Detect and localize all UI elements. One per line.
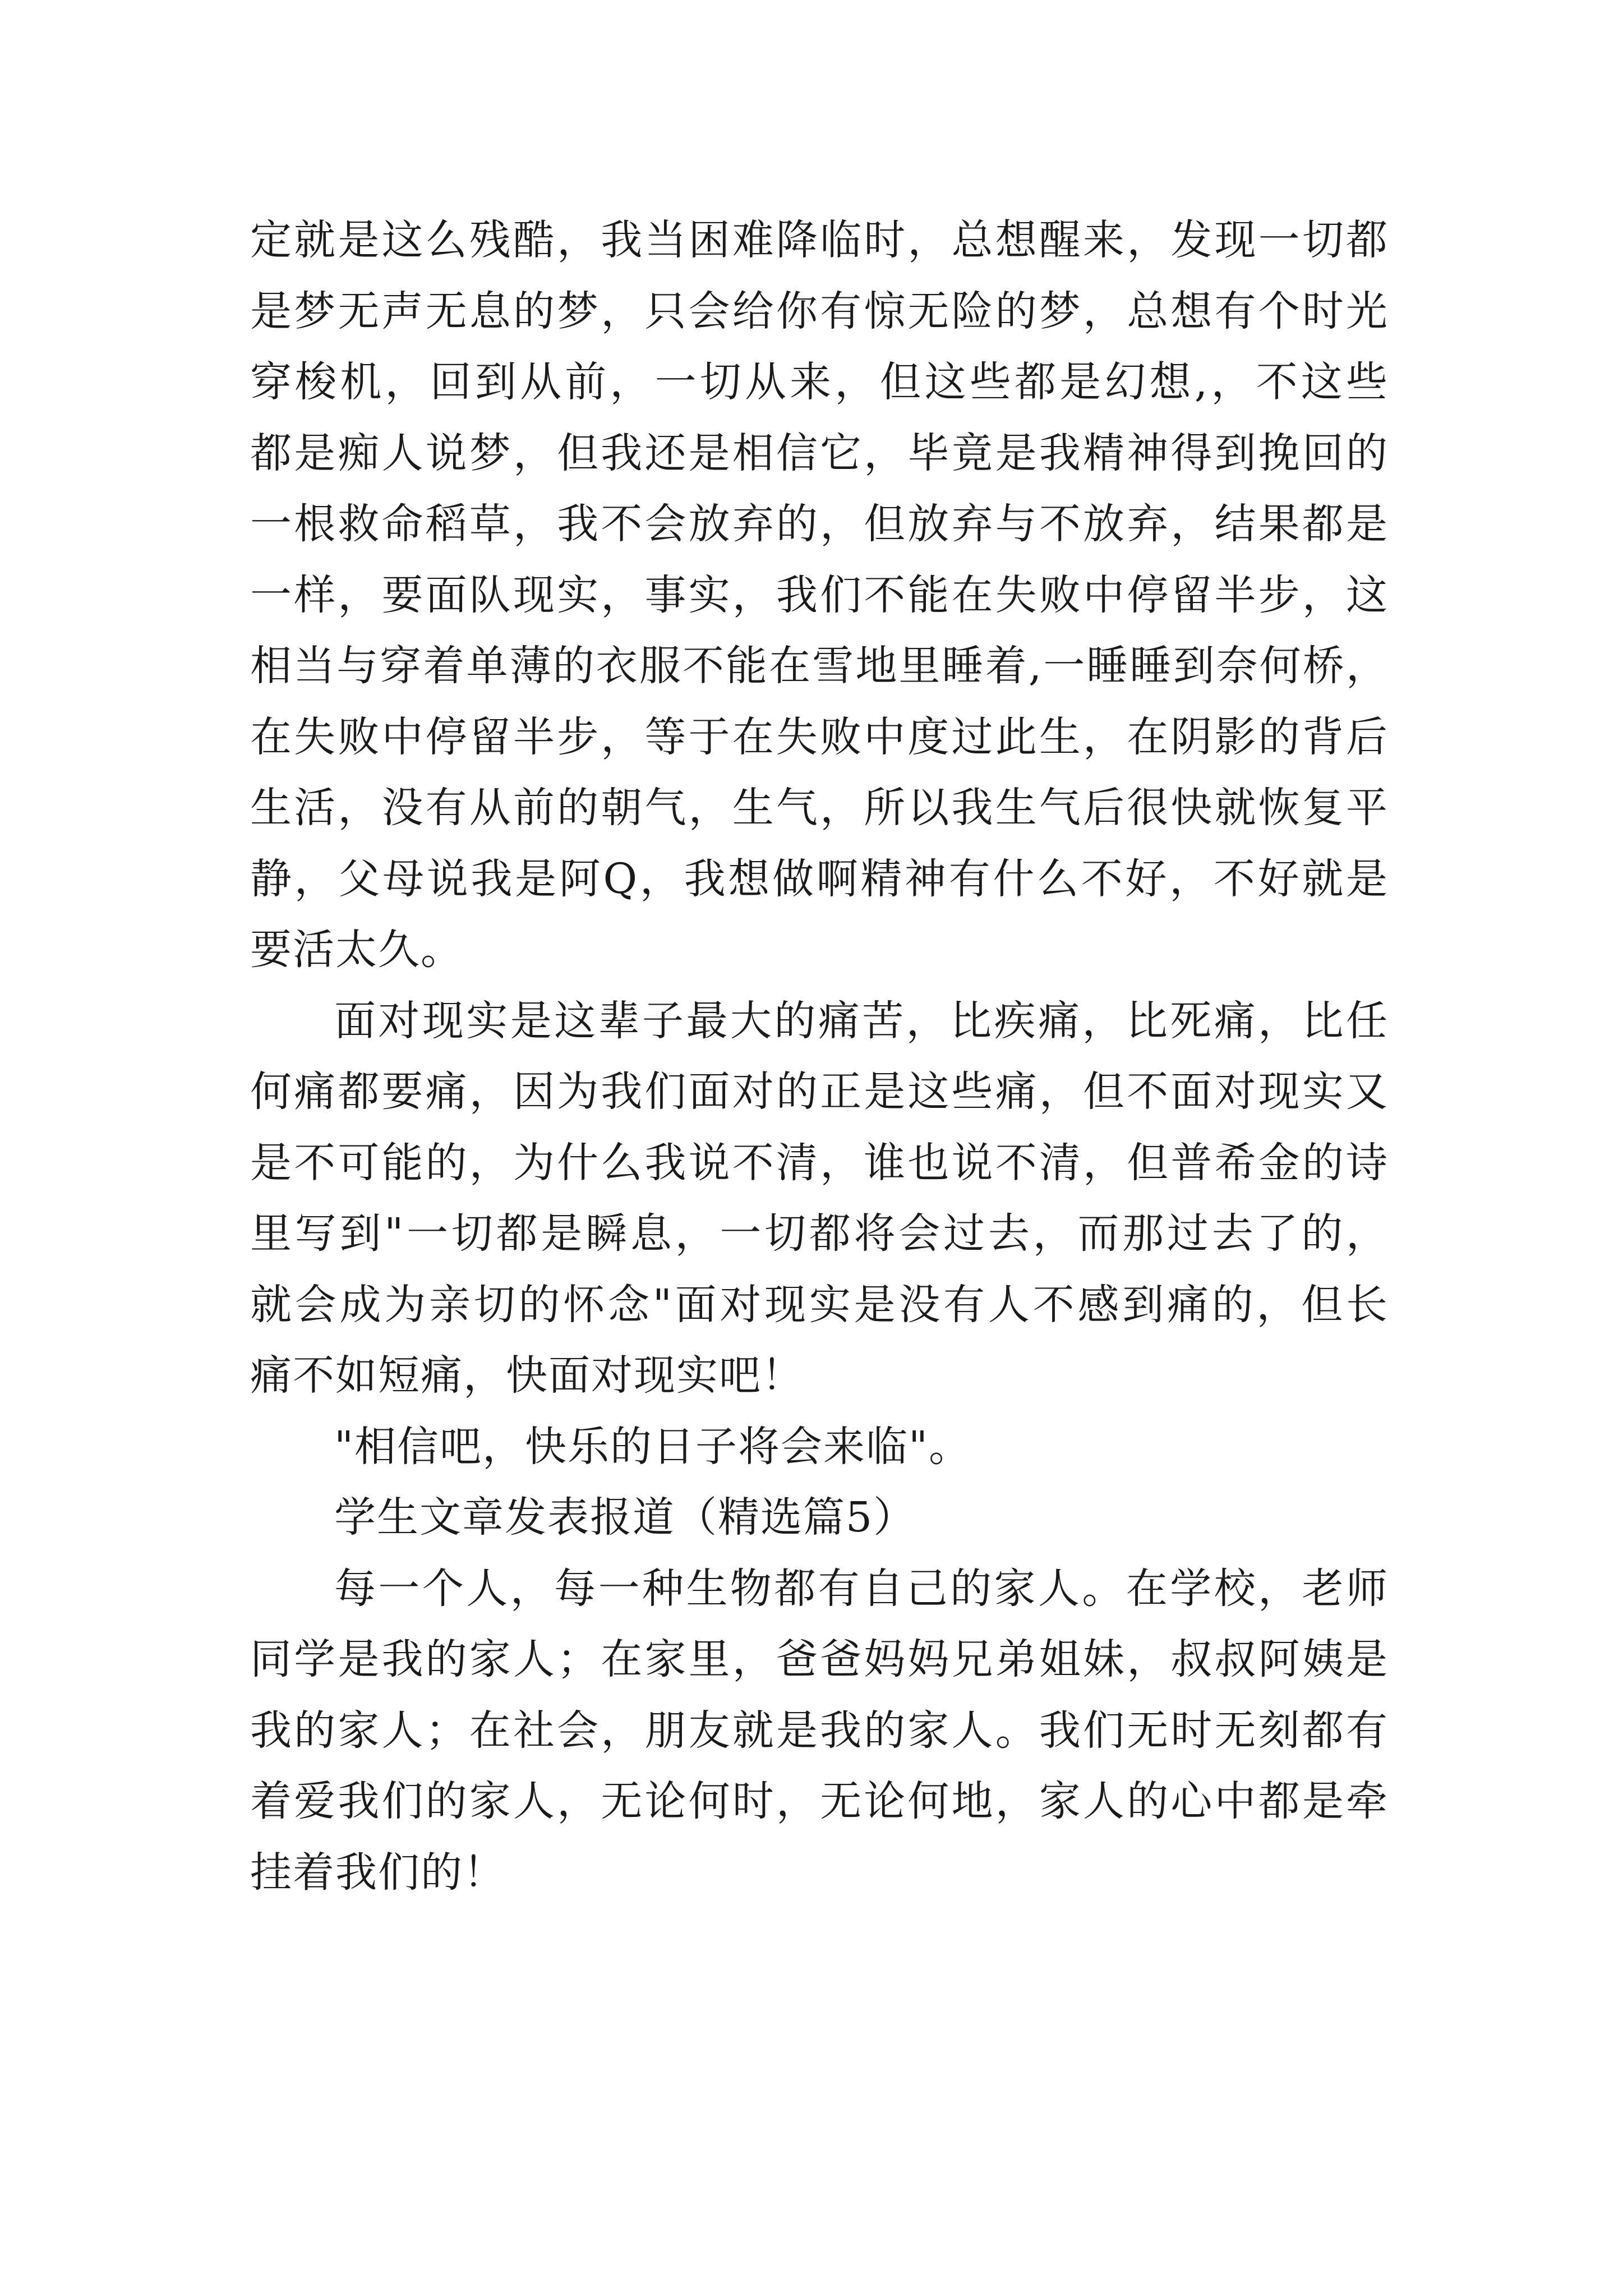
paragraph-line: 面对现实是这辈子最大的痛苦，比疾痛，比死痛，比任 xyxy=(334,996,1389,1045)
paragraph-line: 定就是这么残酷，我当困难降临时，总想醒来，发现一切都 xyxy=(250,216,1389,264)
paragraph-line: 生活，没有从前的朝气，生气，所以我生气后很快就恢复平 xyxy=(250,784,1389,832)
paragraph-line: 在失败中停留半步，等于在失败中度过此生，在阴影的背后 xyxy=(250,712,1389,761)
paragraph-line: 我的家人；在社会，朋友就是我的家人。我们无时无刻都有 xyxy=(250,1706,1389,1755)
paragraph-3 xyxy=(250,1411,1389,1483)
paragraph-line: "相信吧，快乐的日子将会来临"。 xyxy=(334,1422,972,1471)
paragraph-line: 穿梭机，回到从前，一切从来，但这些都是幻想,，不这些 xyxy=(250,358,1389,406)
paragraph-line: 同学是我的家人；在家里，爸爸妈妈兄弟姐妹，叔叔阿姨是 xyxy=(250,1635,1389,1683)
paragraph-line: 每一个人，每一种生物都有自己的家人。在学校，老师 xyxy=(334,1564,1389,1613)
paragraph-line: 相当与穿着单薄的衣服不能在雪地里睡着,一睡睡到奈何桥， xyxy=(250,642,1389,690)
paragraph-line: 何痛都要痛，因为我们面对的正是这些痛，但不面对现实又 xyxy=(250,1068,1389,1116)
paragraph-line: 静，父母说我是阿Q，我想做啊精神有什么不好，不好就是 xyxy=(250,854,1389,903)
paragraph-line: 要活太久。 xyxy=(250,926,463,974)
document-body xyxy=(250,205,1389,1908)
paragraph-line: 就会成为亲切的怀念"面对现实是没有人不感到痛的，但长 xyxy=(250,1280,1389,1329)
paragraph-line: 是梦无声无息的梦，只会给你有惊无险的梦，总想有个时光 xyxy=(250,287,1389,335)
section-heading xyxy=(250,1482,1389,1553)
paragraph-line: 都是痴人说梦，但我还是相信它，毕竟是我精神得到挽回的 xyxy=(250,429,1389,477)
paragraph-line: 着爱我们的家人，无论何时，无论何地，家人的心中都是牵 xyxy=(250,1777,1389,1825)
paragraph-line: 挂着我们的！ xyxy=(250,1848,506,1897)
paragraph-4 xyxy=(250,1553,1389,1908)
paragraph-line: 一样，要面队现实，事实，我们不能在失败中停留半步，这 xyxy=(250,570,1389,619)
section-heading-text: 学生文章发表报道（精选篇5） xyxy=(334,1493,916,1542)
paragraph-line: 一根救命稻草，我不会放弃的，但放弃与不放弃，结果都是 xyxy=(250,500,1389,548)
paragraph-1 xyxy=(250,205,1389,986)
paragraph-2 xyxy=(250,986,1389,1411)
paragraph-line: 是不可能的，为什么我说不清，谁也说不清，但普希金的诗 xyxy=(250,1138,1389,1187)
paragraph-line: 里写到"一切都是瞬息，一切都将会过去，而那过去了的， xyxy=(250,1209,1389,1258)
paragraph-line: 痛不如短痛，快面对现实吧！ xyxy=(250,1351,804,1400)
